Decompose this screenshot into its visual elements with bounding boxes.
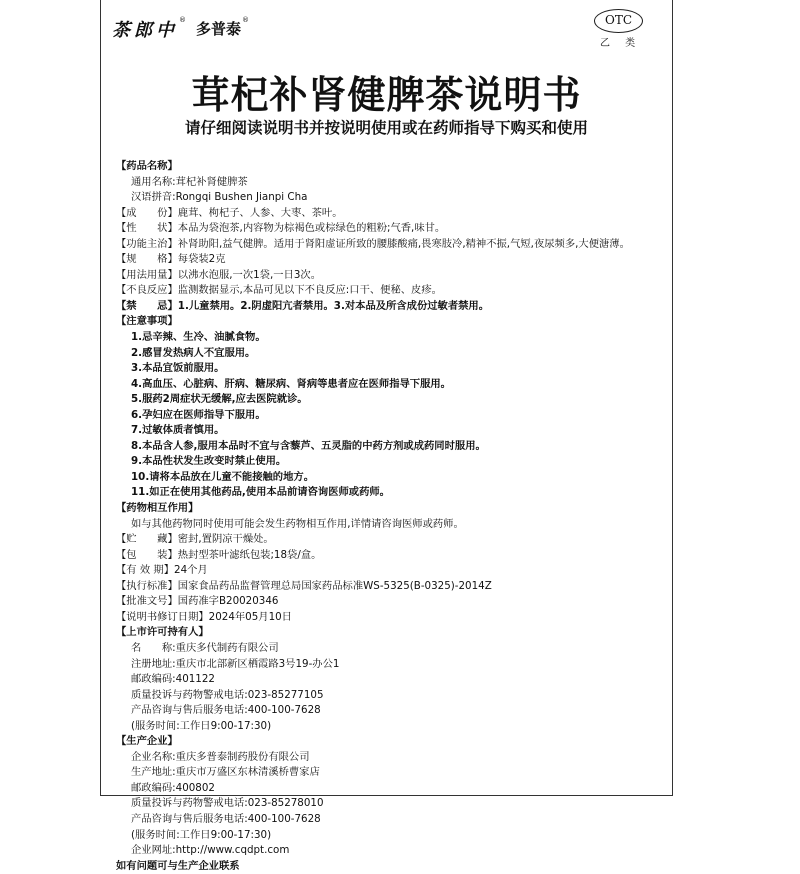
text-line: 如有问题可与生产企业联系	[116, 859, 240, 872]
text-line: 质量投诉与药物警戒电话:023-85278010	[131, 797, 324, 810]
section-heading: 【药物相互作用】	[116, 502, 199, 515]
text-line: 5.服药2周症状无缓解,应去医院就诊。	[131, 393, 308, 406]
text-line: 【禁 忌】1.儿童禁用。2.阴虚阳亢者禁用。3.对本品及所含成份过敏者禁用。	[116, 299, 490, 312]
brand-name: 多普泰	[196, 20, 242, 38]
text-line: 3.本品宜饭前服用。	[131, 362, 225, 375]
text-line: 生产地址:重庆市万盛区东林清溪桥曹家店	[131, 766, 320, 779]
text-line: 注册地址:重庆市北部新区栖霞路3号19-办公1	[131, 657, 340, 670]
text-line: 11.如正在使用其他药品,使用本品前请咨询医师或药师。	[131, 486, 390, 499]
text-line: 【批准文号】国药准字B20020346	[116, 595, 279, 608]
brand-name-reg-mark: ®	[242, 16, 250, 24]
text-line: 产品咨询与售后服务电话:400-100-7628	[131, 704, 321, 717]
text-line: 8.本品含人参,服用本品时不宜与含藜芦、五灵脂的中药方剂或成药同时服用。	[131, 439, 486, 452]
text-line: 企业名称:重庆多普泰制药股份有限公司	[131, 750, 310, 763]
text-line: 如与其他药物同时使用可能会发生药物相互作用,详情请咨询医师或药师。	[131, 517, 464, 530]
text-line: 【用法用量】以沸水泡服,一次1袋,一日3次。	[116, 268, 321, 281]
section-heading: 【注意事项】	[116, 315, 178, 328]
text-line: 6.孕妇应在医师指导下服用。	[131, 408, 266, 421]
section-heading: 【上市许可持有人】	[116, 626, 209, 639]
text-line: 7.过敏体质者慎用。	[131, 424, 225, 437]
otc-badge: OTC	[594, 9, 643, 33]
text-line: (服务时间:工作日9:00-17:30)	[131, 828, 272, 841]
section-heading: 【生产企业】	[116, 735, 178, 748]
text-line: 【规 格】每袋装2克	[116, 253, 226, 266]
text-line: 【包 装】热封型茶叶滤纸包装;18袋/盒。	[116, 548, 322, 561]
brand-reg-mark: ®	[179, 16, 186, 24]
text-line: 4.高血压、心脏病、肝病、糖尿病、肾病等患者应在医师指导下服用。	[131, 377, 451, 390]
text-line: 邮政编码:401122	[131, 673, 215, 686]
text-line: 名 称:重庆多代制药有限公司	[131, 641, 279, 654]
leaflet-body	[116, 159, 671, 874]
text-line: 邮政编码:400802	[131, 781, 215, 794]
text-line: 【说明书修订日期】2024年05月10日	[116, 610, 292, 623]
text-line: 通用名称:茸杞补肾健脾茶	[131, 175, 248, 188]
text-line: 【性 状】本品为袋泡茶,内容物为棕褐色或棕绿色的粗粉;气香,味甘。	[116, 222, 446, 235]
text-line: 【成 份】鹿茸、枸杞子、人参、大枣、茶叶。	[116, 206, 343, 219]
text-line: 【有 效 期】24个月	[116, 564, 208, 577]
text-line: 1.忌辛辣、生冷、油腻食物。	[131, 331, 266, 344]
brand-logo	[112, 16, 249, 42]
text-line: 质量投诉与药物警戒电话:023-85277105	[131, 688, 324, 701]
document-title: 茸杞补肾健脾茶说明书	[191, 73, 582, 117]
brand-calligraphy: 茶郎中	[112, 20, 178, 41]
text-line: 9.本品性状发生改变时禁止使用。	[131, 455, 287, 468]
text-line: 【执行标准】国家食品药品监督管理总局国家药品标准WS-5325(B-0325)-2014Z	[116, 579, 492, 592]
document-subtitle: 请仔细阅读说明书并按说明使用或在药师指导下购买和使用	[184, 119, 588, 137]
text-line: 【功能主治】补肾助阳,益气健脾。适用于肾阳虚证所致的腰膝酸痛,畏寒肢冷,精神不振,气短,夜尿频多,大便溏薄。	[116, 237, 630, 250]
section-heading: 【药品名称】	[116, 160, 178, 172]
text-line: 产品咨询与售后服务电话:400-100-7628	[131, 812, 321, 825]
text-line: 【不良反应】监测数据显示,本品可见以下不良反应:口干、便秘、皮疹。	[116, 284, 442, 297]
text-line: 【贮 藏】密封,置阴凉干燥处。	[116, 533, 274, 546]
text-line: 汉语拼音:Rongqi Bushen Jianpi Cha	[131, 191, 308, 204]
text-line: (服务时间:工作日9:00-17:30)	[131, 719, 272, 732]
text-line: 10.请将本品放在儿童不能接触的地方。	[131, 470, 314, 483]
text-line: 2.感冒发热病人不宜服用。	[131, 346, 256, 359]
otc-class: 乙 类	[600, 38, 642, 49]
text-line: 企业网址:http://www.cqdpt.com	[131, 844, 290, 857]
